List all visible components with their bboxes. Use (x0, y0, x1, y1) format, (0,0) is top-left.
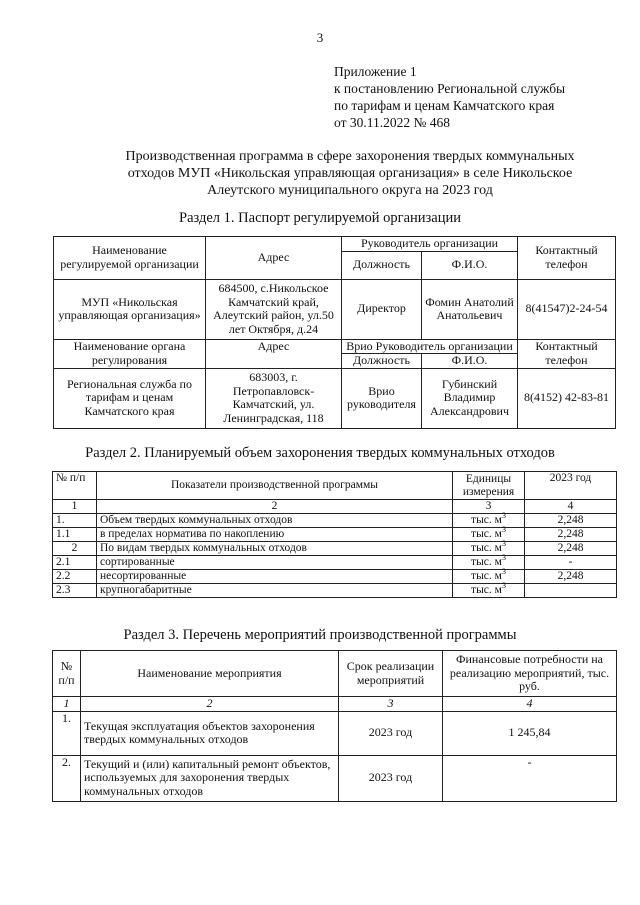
row-name: сортированные (97, 556, 453, 570)
row-num: 1.1 (53, 528, 97, 542)
row-name: Объем твердых коммунальных отходов (97, 514, 453, 528)
row-period: 2023 год (339, 711, 443, 755)
header2-position: Должность (342, 354, 422, 369)
col-number: 1 (53, 697, 81, 712)
header-address: Адрес (206, 237, 342, 280)
table-row (53, 556, 617, 570)
table-row (53, 528, 617, 542)
org-name: МУП «Никольская управляющая организация» (54, 279, 206, 339)
waste-volume-table (52, 471, 617, 598)
table-row (53, 755, 617, 801)
header-num: № п/п (53, 472, 97, 500)
header-head: Руководитель организации (342, 237, 518, 252)
appendix-line: к постановлению Региональной службы (334, 81, 566, 96)
row-unit: тыс. $м^3$ (453, 542, 525, 556)
table-row (53, 711, 617, 755)
header-num: № п/п (53, 651, 81, 697)
row-value: 2,248 (525, 570, 617, 584)
row-num: 2.1 (53, 556, 97, 570)
col-number: 2 (97, 500, 453, 514)
regulator-fio: Губинский Владимир Александрович (422, 368, 518, 428)
section3-heading: Раздел 3. Перечень мероприятий производственной программы (123, 627, 517, 643)
row-unit: тыс. $м^3$ (453, 514, 525, 528)
regulator-position: Врио руководителя (342, 368, 422, 428)
header-fio: Ф.И.О. (422, 251, 518, 279)
header2-address: Адрес (206, 339, 342, 368)
col-number: 1 (53, 500, 97, 514)
table-row (53, 584, 617, 598)
header-measure: Наименование мероприятия (81, 651, 339, 697)
row-name: Текущий и (или) капитальный ремонт объектов, используемых для захоронения твердых коммунальных отходов (81, 755, 339, 801)
header-unit: Единицы измерения (453, 472, 525, 500)
row-value (525, 584, 617, 598)
title-line: Алеутского муниципального округа на 2023 год (207, 183, 493, 198)
header-finance: Финансовые потребности на реализацию мероприятий, тыс. руб. (443, 651, 617, 697)
measures-table (52, 650, 617, 802)
row-value: 2,248 (525, 514, 617, 528)
row-period: 2023 год (339, 755, 443, 801)
col-number: 3 (339, 697, 443, 712)
header-year: 2023 год (525, 472, 617, 500)
header-org-name: Наименование регулируемой организации (54, 237, 206, 280)
header-position: Должность (342, 251, 422, 279)
row-unit: тыс. $м^3$ (453, 584, 525, 598)
appendix-line: по тарифам и ценам Камчатского края (334, 98, 555, 113)
section1-heading: Раздел 1. Паспорт регулируемой организации (179, 210, 461, 226)
row-value: 2,248 (525, 528, 617, 542)
col-number: 4 (443, 697, 617, 712)
table-row (53, 542, 617, 556)
document-title (90, 148, 610, 199)
header-indicator: Показатели производственной программы (97, 472, 453, 500)
regulator-address: 683003, г. Петропавловск-Камчатский, ул. Ленинградская, 118 (206, 368, 342, 428)
appendix-block (334, 63, 565, 131)
col-number: 2 (81, 697, 339, 712)
org-position: Директор (342, 279, 422, 339)
row-name: крупногабаритные (97, 584, 453, 598)
row-finance: - (443, 755, 617, 801)
header2-fio: Ф.И.О. (422, 354, 518, 369)
organization-passport-table (53, 236, 616, 429)
header2-phone: Контактный телефон (518, 339, 616, 368)
regulator-phone: 8(4152) 42-83-81 (518, 368, 616, 428)
appendix-line: от 30.11.2022 № 468 (334, 115, 450, 130)
row-num: 2 (53, 542, 97, 556)
row-num: 1. (53, 711, 81, 755)
table-row (53, 570, 617, 584)
appendix-line: Приложение 1 (334, 64, 417, 79)
org-phone: 8(41547)2-24-54 (518, 279, 616, 339)
header-phone: Контактный телефон (518, 237, 616, 280)
row-unit: тыс. $м^3$ (453, 556, 525, 570)
row-name: Текущая эксплуатация объектов захоронения твердых коммунальных отходов (81, 711, 339, 755)
org-address: 684500, с.Никольское Камчатский край, Алеутский район, ул.50 лет Октября, д.24 (206, 279, 342, 339)
header-period: Срок реализации мероприятий (339, 651, 443, 697)
row-unit: тыс. $м^3$ (453, 528, 525, 542)
title-line: отходов МУП «Никольская управляющая организация» в селе Никольское (127, 166, 573, 181)
org-fio: Фомин Анатолий Анатольевич (422, 279, 518, 339)
row-name: в пределах норматива по накоплению (97, 528, 453, 542)
row-finance: 1 245,84 (443, 711, 617, 755)
col-number: 3 (453, 500, 525, 514)
title-line: Производственная программа в сфере захоронения твердых коммунальных (125, 149, 575, 164)
col-number: 4 (525, 500, 617, 514)
row-num: 2. (53, 755, 81, 801)
header2-regulator-name: Наименование органа регулирования (54, 339, 206, 368)
row-name: По видам твердых коммунальных отходов (97, 542, 453, 556)
page-number: 3 (316, 30, 324, 45)
row-num: 2.2 (53, 570, 97, 584)
section2-heading: Раздел 2. Планируемый объем захоронения твердых коммунальных отходов (85, 445, 555, 461)
row-unit: тыс. $м^3$ (453, 570, 525, 584)
row-num: 2.3 (53, 584, 97, 598)
row-num: 1. (53, 514, 97, 528)
header2-head: Врио Руководитель организации (342, 339, 518, 354)
regulator-name: Региональная служба по тарифам и ценам Камчатского края (54, 368, 206, 428)
table-row (53, 514, 617, 528)
row-value: 2,248 (525, 542, 617, 556)
row-name: несортированные (97, 570, 453, 584)
row-value: - (525, 556, 617, 570)
